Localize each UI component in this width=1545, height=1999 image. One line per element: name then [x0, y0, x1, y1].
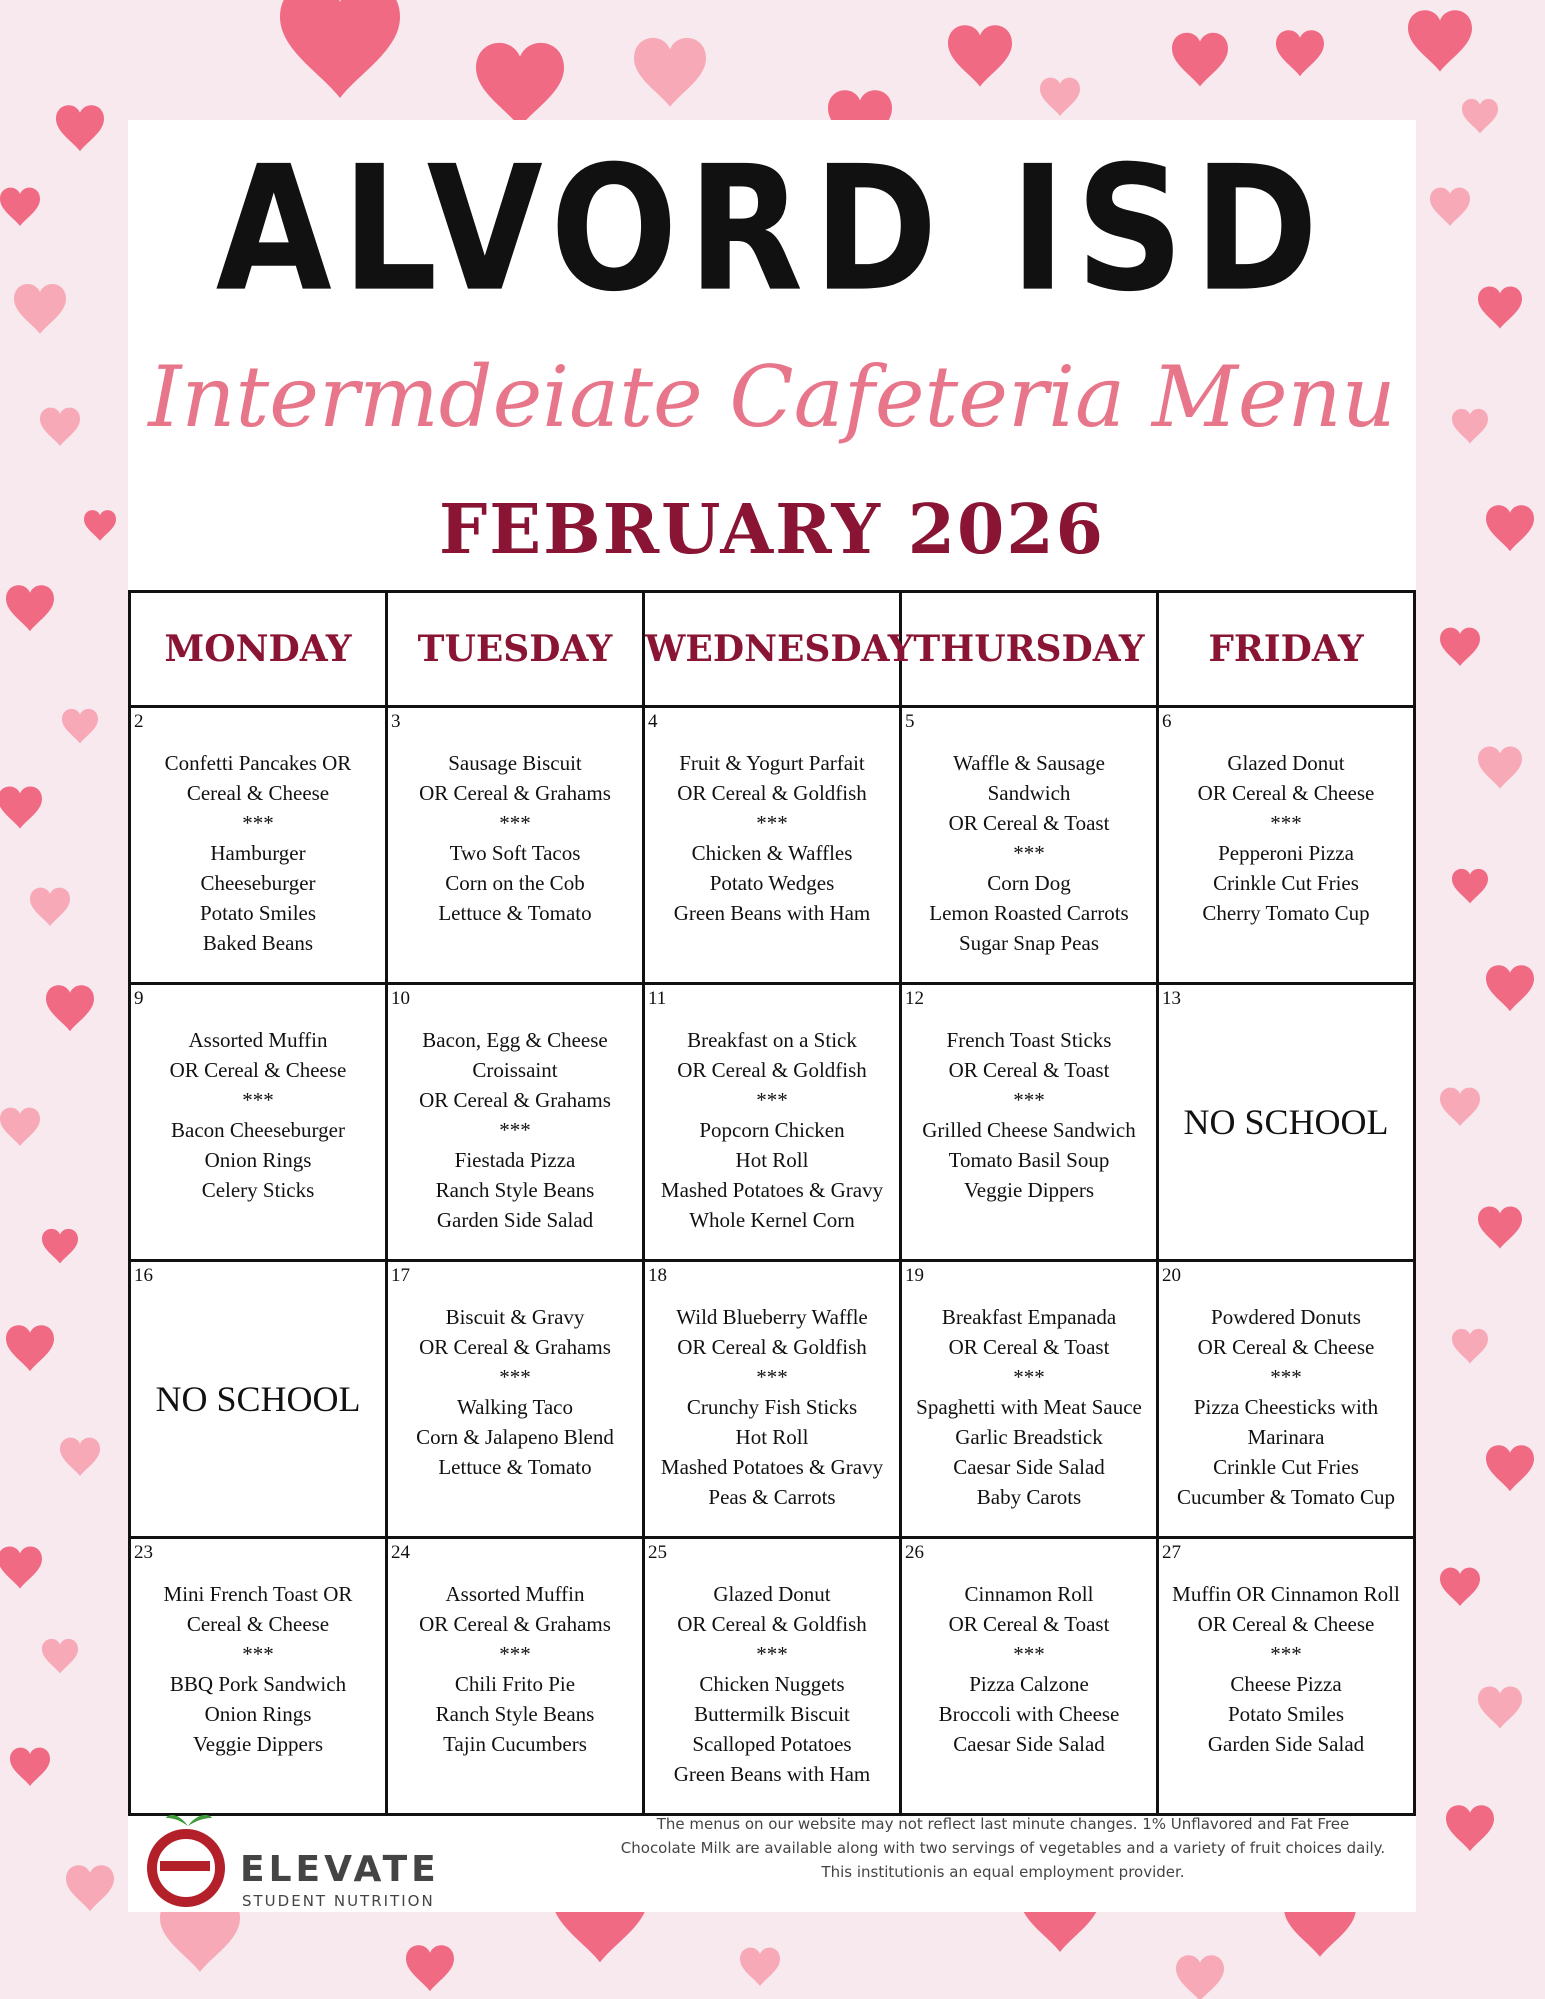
meal-separator: ***: [242, 1642, 274, 1666]
meal-item: Fruit & Yogurt Parfait: [679, 751, 865, 775]
meal-item: Garlic Breadstick: [955, 1425, 1103, 1449]
disclaimer-line: Chocolate Milk are available along with two servings of vegetables and a variety of fruit choices daily.: [620, 1839, 1386, 1857]
meal-item: Potato Smiles: [1227, 1702, 1345, 1726]
meal-separator: ***: [756, 1088, 788, 1112]
meal-item: Fiestada Pizza: [454, 1148, 576, 1172]
day-cell: [1158, 1261, 1415, 1538]
meal-item: OR Cereal & Cheese: [1197, 781, 1375, 805]
meal-item: Glazed Donut: [1227, 751, 1345, 775]
heart-icon: [1478, 746, 1522, 788]
no-school-label: NO SCHOOL: [155, 1379, 361, 1419]
meal-item: Wild Blueberry Waffle: [676, 1305, 868, 1329]
meal-item: Pepperoni Pizza: [1218, 841, 1354, 865]
heart-icon: [62, 709, 98, 743]
meal-item: OR Cereal & Toast: [948, 811, 1110, 835]
meal-item: Potato Wedges: [709, 871, 835, 895]
meal-item: Bacon, Egg & Cheese: [422, 1028, 608, 1052]
meal-item: Chicken Nuggets: [699, 1672, 845, 1696]
heart-icon: [280, 0, 400, 98]
meal-item: Cinnamon Roll: [964, 1582, 1094, 1606]
meal-item: Two Soft Tacos: [449, 841, 581, 865]
heart-icon: [56, 105, 104, 151]
meal-item: Lettuce & Tomato: [438, 901, 592, 925]
meal-item: OR Cereal & Grahams: [419, 1612, 611, 1636]
week-row: [130, 984, 1415, 1261]
meal-item: Tajin Cucumbers: [443, 1732, 587, 1756]
meal-separator: ***: [499, 1642, 531, 1666]
meal-item: Celery Sticks: [201, 1178, 315, 1202]
heart-icon: [1486, 1445, 1534, 1491]
day-number: 10: [391, 988, 410, 1009]
day-number: 3: [391, 711, 401, 732]
meal-separator: ***: [499, 811, 531, 835]
day-number: 12: [905, 988, 924, 1009]
meal-item: Chicken & Waffles: [691, 841, 853, 865]
meal-item: Tomato Basil Soup: [948, 1148, 1110, 1172]
meal-item: Croissaint: [472, 1058, 558, 1082]
meal-separator: ***: [499, 1118, 531, 1142]
meal-item: Corn on the Cob: [445, 871, 585, 895]
heart-icon: [0, 786, 42, 828]
meal-separator: ***: [756, 811, 788, 835]
meal-item: Ranch Style Beans: [435, 1178, 595, 1202]
weekday-tuesday: TUESDAY: [387, 592, 644, 707]
meal-item: Mini French Toast OR: [163, 1582, 353, 1606]
disclaimer-line: This institutionis an equal employment provider.: [821, 1863, 1185, 1881]
meal-item: Chili Frito Pie: [454, 1672, 576, 1696]
heart-icon: [1478, 1206, 1522, 1248]
meal-item: OR Cereal & Cheese: [1197, 1612, 1375, 1636]
heart-icon: [1440, 1568, 1480, 1606]
disclaimer-line: The menus on our website may not reflect last minute changes. 1% Unflavored and Fat Free: [656, 1815, 1350, 1833]
week-row: [130, 1261, 1415, 1538]
day-number: 26: [905, 1542, 924, 1563]
heart-icon: [10, 1748, 50, 1786]
meal-item: Hamburger: [210, 841, 306, 865]
heart-icon: [42, 1639, 78, 1673]
meal-separator: ***: [242, 1088, 274, 1112]
day-number: 25: [648, 1542, 667, 1563]
meal-item: Green Beans with Ham: [673, 1762, 871, 1786]
meal-item: Popcorn Chicken: [699, 1118, 845, 1142]
day-cell: [130, 984, 387, 1261]
day-cell: [901, 1261, 1158, 1538]
day-cell: [1158, 984, 1415, 1261]
district-title: ALVORD ISD: [215, 129, 1329, 331]
meal-item: Whole Kernel Corn: [689, 1208, 855, 1232]
day-cell: [901, 707, 1158, 984]
meal-item: Sausage Biscuit: [448, 751, 582, 775]
day-number: 6: [1162, 711, 1172, 732]
heart-icon: [42, 1229, 78, 1263]
meal-item: OR Cereal & Grahams: [419, 1335, 611, 1359]
day-cell: [130, 1261, 387, 1538]
meal-item: OR Cereal & Toast: [948, 1058, 1110, 1082]
menu-sheet: [128, 120, 1416, 1912]
meal-separator: ***: [1013, 841, 1045, 865]
heart-icon: [1430, 188, 1470, 226]
day-number: 23: [134, 1542, 153, 1563]
meal-item: Garden Side Salad: [1207, 1732, 1365, 1756]
day-number: 9: [134, 988, 144, 1009]
meal-separator: ***: [1270, 811, 1302, 835]
footer-disclaimer: [598, 1812, 1408, 1884]
heart-icon: [40, 408, 80, 446]
meal-item: OR Cereal & Goldfish: [677, 1058, 867, 1082]
day-number: 2: [134, 711, 144, 732]
heart-icon: [476, 43, 564, 127]
meal-item: OR Cereal & Goldfish: [677, 1335, 867, 1359]
menu-calendar: [128, 590, 1416, 1816]
meal-item: Mashed Potatoes & Gravy: [660, 1455, 884, 1479]
meal-item: OR Cereal & Grahams: [419, 781, 611, 805]
day-number: 24: [391, 1542, 410, 1563]
meal-item: Buttermilk Biscuit: [694, 1702, 850, 1726]
heart-icon: [0, 1546, 42, 1588]
weekday-header-row: [130, 592, 1415, 707]
meal-item: Cheeseburger: [200, 871, 316, 895]
meal-item: Grilled Cheese Sandwich: [922, 1118, 1136, 1142]
meal-item: Breakfast on a Stick: [687, 1028, 857, 1052]
heart-icon: [740, 1948, 780, 1986]
day-cell: [644, 1261, 901, 1538]
week-row: [130, 1538, 1415, 1815]
meal-item: Glazed Donut: [713, 1582, 831, 1606]
meal-separator: ***: [1270, 1365, 1302, 1389]
day-number: 13: [1162, 988, 1181, 1009]
meal-item: Broccoli with Cheese: [938, 1702, 1120, 1726]
day-cell: [387, 707, 644, 984]
meal-separator: ***: [1270, 1642, 1302, 1666]
meal-item: OR Cereal & Goldfish: [677, 781, 867, 805]
meal-separator: ***: [242, 811, 274, 835]
day-cell: [644, 707, 901, 984]
meal-item: OR Cereal & Goldfish: [677, 1612, 867, 1636]
weekday-wednesday: WEDNESDAY: [644, 592, 901, 707]
meal-item: Green Beans with Ham: [673, 901, 871, 925]
day-number: 16: [134, 1265, 153, 1286]
heart-icon: [1176, 1955, 1224, 1999]
meal-item: Potato Smiles: [199, 901, 317, 925]
heart-icon: [1486, 505, 1534, 551]
day-cell: [1158, 707, 1415, 984]
meal-item: Veggie Dippers: [963, 1178, 1095, 1202]
day-cell: [387, 984, 644, 1261]
heart-icon: [1440, 1088, 1480, 1126]
heart-icon: [1276, 30, 1324, 76]
heart-icon: [0, 1108, 40, 1146]
heart-icon: [1452, 869, 1488, 903]
heart-icon: [30, 888, 70, 926]
weekday-monday: MONDAY: [130, 592, 387, 707]
meal-item: Cereal & Cheese: [186, 781, 330, 805]
day-number: 20: [1162, 1265, 1181, 1286]
meal-item: Biscuit & Gravy: [445, 1305, 585, 1329]
day-cell: [1158, 1538, 1415, 1815]
meal-item: Corn & Jalapeno Blend: [416, 1425, 614, 1449]
heart-icon: [1462, 99, 1498, 133]
day-cell: [901, 1538, 1158, 1815]
meal-item: Veggie Dippers: [192, 1732, 324, 1756]
meal-item: Crinkle Cut Fries: [1213, 1455, 1359, 1479]
heart-icon: [1040, 78, 1080, 116]
meal-item: Baby Carots: [976, 1485, 1082, 1509]
weekday-thursday: THURSDAY: [901, 592, 1158, 707]
meal-item: Pizza Cheesticks with: [1193, 1395, 1379, 1419]
heart-icon: [1440, 628, 1480, 666]
heart-icon: [948, 25, 1012, 86]
day-cell: [130, 1538, 387, 1815]
meal-item: Spaghetti with Meat Sauce: [916, 1395, 1142, 1419]
heart-icon: [1452, 1329, 1488, 1363]
meal-item: Hot Roll: [735, 1148, 809, 1172]
month-title: FEBRUARY 2026: [439, 490, 1105, 570]
meal-item: Peas & Carrots: [708, 1485, 836, 1509]
logo-name: ELEVATE: [240, 1849, 440, 1890]
meal-item: Baked Beans: [202, 931, 314, 955]
meal-item: Crinkle Cut Fries: [1213, 871, 1359, 895]
meal-item: BBQ Pork Sandwich: [169, 1672, 347, 1696]
heart-icon: [0, 188, 40, 226]
heart-icon: [84, 510, 116, 541]
day-number: 4: [648, 711, 658, 732]
weekday-friday: FRIDAY: [1158, 592, 1415, 707]
meal-item: Cherry Tomato Cup: [1202, 901, 1370, 925]
heart-icon: [406, 1945, 454, 1991]
day-number: 19: [905, 1265, 924, 1286]
week-row: [130, 707, 1415, 984]
meal-item: Assorted Muffin: [188, 1028, 328, 1052]
day-number: 18: [648, 1265, 667, 1286]
meal-item: Hot Roll: [735, 1425, 809, 1449]
meal-item: Corn Dog: [987, 871, 1071, 895]
meal-item: Garden Side Salad: [436, 1208, 594, 1232]
meal-item: OR Cereal & Cheese: [169, 1058, 347, 1082]
meal-separator: ***: [756, 1365, 788, 1389]
meal-item: Lettuce & Tomato: [438, 1455, 592, 1479]
meal-item: Pizza Calzone: [969, 1672, 1089, 1696]
meal-item: Marinara: [1247, 1425, 1325, 1449]
meal-separator: ***: [499, 1365, 531, 1389]
meal-item: Waffle & Sausage: [953, 751, 1105, 775]
no-school-label: NO SCHOOL: [1183, 1102, 1389, 1142]
meal-item: Caesar Side Salad: [953, 1455, 1105, 1479]
meal-separator: ***: [1013, 1365, 1045, 1389]
meal-separator: ***: [1013, 1642, 1045, 1666]
heart-icon: [6, 1325, 54, 1371]
meal-item: OR Cereal & Cheese: [1197, 1335, 1375, 1359]
heart-icon: [1452, 409, 1488, 443]
meal-item: Muffin OR Cinnamon Roll: [1172, 1582, 1400, 1606]
meal-item: Onion Rings: [204, 1702, 312, 1726]
heart-icon: [1478, 286, 1522, 328]
meal-item: Sandwich: [987, 781, 1071, 805]
meal-item: Onion Rings: [204, 1148, 312, 1172]
meal-item: Powdered Donuts: [1211, 1305, 1361, 1329]
heart-icon: [634, 38, 706, 107]
meal-item: Cucumber & Tomato Cup: [1176, 1485, 1396, 1509]
meal-item: Bacon Cheeseburger: [171, 1118, 345, 1142]
day-cell: [644, 984, 901, 1261]
meal-item: Lemon Roasted Carrots: [929, 901, 1129, 925]
menu-subtitle: Intermdeiate Cafeteria Menu: [148, 348, 1396, 446]
meal-item: Walking Taco: [456, 1395, 573, 1419]
day-cell: [387, 1538, 644, 1815]
meal-item: Sugar Snap Peas: [959, 931, 1099, 955]
meal-item: Crunchy Fish Sticks: [686, 1395, 858, 1419]
heart-icon: [14, 284, 66, 334]
day-cell: [901, 984, 1158, 1261]
heart-icon: [1478, 1686, 1522, 1728]
heart-icon: [1172, 33, 1228, 87]
day-cell: [387, 1261, 644, 1538]
meal-separator: ***: [756, 1642, 788, 1666]
day-cell: [130, 707, 387, 984]
day-number: 17: [391, 1265, 410, 1286]
meal-item: OR Cereal & Toast: [948, 1335, 1110, 1359]
day-number: 11: [648, 988, 667, 1009]
meal-item: Breakfast Empanada: [941, 1305, 1117, 1329]
day-number: 27: [1162, 1542, 1181, 1563]
day-cell: [644, 1538, 901, 1815]
heart-icon: [1486, 965, 1534, 1011]
meal-separator: ***: [1013, 1088, 1045, 1112]
meal-item: Caesar Side Salad: [953, 1732, 1105, 1756]
meal-item: Cheese Pizza: [1230, 1672, 1342, 1696]
heart-icon: [60, 1438, 100, 1476]
meal-item: Ranch Style Beans: [435, 1702, 595, 1726]
logo-tagline: STUDENT NUTRITION: [242, 1892, 435, 1910]
meal-item: Assorted Muffin: [445, 1582, 585, 1606]
meal-item: OR Cereal & Toast: [948, 1612, 1110, 1636]
meal-item: Scalloped Potatoes: [692, 1732, 852, 1756]
day-number: 5: [905, 711, 915, 732]
heart-icon: [1446, 1805, 1494, 1851]
meal-item: Mashed Potatoes & Gravy: [660, 1178, 884, 1202]
heart-icon: [66, 1865, 114, 1911]
meal-item: Confetti Pancakes OR: [164, 751, 352, 775]
meal-item: OR Cereal & Grahams: [419, 1088, 611, 1112]
meal-item: Cereal & Cheese: [186, 1612, 330, 1636]
heart-icon: [6, 585, 54, 631]
heart-icon: [1408, 10, 1472, 71]
meal-item: French Toast Sticks: [946, 1028, 1112, 1052]
heart-icon: [46, 985, 94, 1031]
